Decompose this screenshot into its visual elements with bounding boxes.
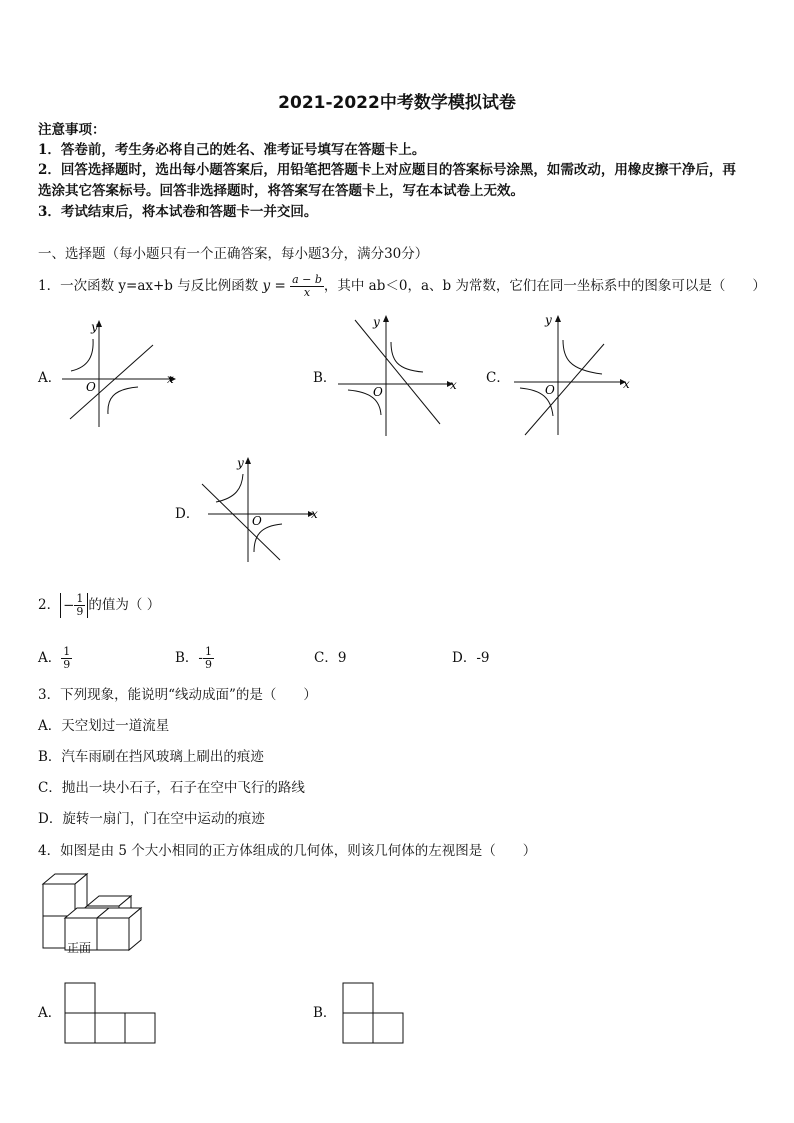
q1-option-c: C．: [486, 370, 510, 386]
notice-line-4: 3．考试结束后，将本试卷和答题卡一并交回。: [38, 204, 318, 220]
q2-option-c: C．9: [314, 650, 347, 666]
q1-option-d: D．: [175, 506, 200, 522]
y-label: y: [237, 456, 244, 470]
q2-option-a-den: 9: [63, 658, 71, 671]
view-square: [95, 1013, 125, 1043]
view-square: [343, 1013, 373, 1043]
view-square: [125, 1013, 155, 1043]
q2-prefix: 2．: [38, 597, 61, 613]
q3-option-b: B．汽车雨刷在挡风玻璃上刷出的痕迹: [38, 749, 264, 765]
q4-option-a: A．: [38, 1005, 62, 1021]
q4-option-b: B．: [313, 1005, 337, 1021]
question-2-stem: [38, 593, 160, 618]
notice-heading: 注意事项：: [38, 122, 106, 138]
q3-option-c: C．抛出一块小石子，石子在空中飞行的路线: [38, 780, 305, 796]
linear-line: [355, 320, 440, 424]
y-axis-arrow: [555, 315, 561, 322]
hyperbola-branch: [108, 387, 138, 414]
q2-suffix: 的值为（ ）: [88, 597, 161, 613]
front-label: 正面: [67, 941, 92, 955]
q3-option-d: D．旋转一扇门，门在空中运动的痕迹: [38, 811, 265, 827]
y-label: y: [545, 313, 552, 327]
q4-option-b-view: [342, 982, 406, 1046]
notice-line-2: 2．回答选择题时，选出每小题答案后，用铅笔把答题卡上对应题目的答案标号涂黑，如需改动，用橡皮擦干净后，再: [38, 162, 736, 178]
q3-option-a: A．天空划过一道流星: [38, 718, 170, 734]
linear-line: [70, 345, 153, 419]
x-label: x: [311, 507, 318, 521]
q1-option-a: A．: [38, 370, 62, 386]
view-square: [373, 1013, 403, 1043]
q2-option-b: [175, 646, 214, 671]
q2-option-a-fraction: [61, 646, 72, 671]
y-label: y: [373, 315, 380, 329]
q2-fraction: [74, 593, 85, 618]
q1-func-y: y =: [262, 278, 286, 294]
view-square: [65, 983, 95, 1013]
q4-option-a-view: [64, 982, 158, 1046]
origin-label: O: [373, 385, 383, 399]
q2-option-d: D．-9: [452, 650, 490, 666]
linear-line: [525, 344, 604, 435]
q2-option-b-fraction: [203, 646, 214, 671]
q2-option-a-label: A．: [38, 650, 62, 666]
hyperbola-branch: [71, 339, 93, 371]
q2-absolute-value: [60, 593, 88, 618]
q2-option-b-label: B．-: [175, 650, 203, 666]
y-axis-arrow: [245, 457, 251, 464]
q1-graph-a: [58, 315, 183, 430]
cube-face: [97, 918, 129, 950]
q1-graph-b: [333, 310, 463, 438]
x-label: x: [450, 378, 457, 392]
q1-suffix: ，其中 ab＜0，a、b 为常数，它们在同一坐标系中的图象可以是（ ）: [323, 278, 766, 294]
hyperbola-branch: [391, 342, 423, 372]
q2-option-a: [38, 646, 72, 671]
q1-frac-num: a − b: [292, 273, 322, 286]
q2-sign: −: [63, 597, 75, 614]
q1-prefix: 1．一次函数 y=ax+b 与反比例函数: [38, 278, 263, 294]
q2-option-a-num: 1: [63, 645, 71, 658]
section-heading: 一、选择题（每小题只有一个正确答案，每小题3分，满分30分）: [38, 246, 429, 262]
linear-line: [202, 484, 280, 560]
q1-frac-den: x: [303, 286, 311, 299]
page-title: 2021-2022中考数学模拟试卷: [278, 93, 516, 113]
view-square: [343, 983, 373, 1013]
y-label: y: [91, 320, 98, 334]
y-axis-arrow: [383, 315, 389, 322]
notice-line-1: 1．答卷前，考生务必将自己的姓名、准考证号填写在答题卡上。: [38, 142, 426, 158]
q1-fraction: [290, 274, 324, 299]
q2-frac-den: 9: [76, 605, 84, 618]
q1-graph-d: [198, 452, 326, 564]
origin-label: O: [252, 514, 262, 528]
hyperbola-branch: [216, 474, 243, 502]
q4-solid-figure: [38, 868, 158, 968]
x-label: x: [167, 372, 174, 386]
q1-graph-c: [512, 308, 637, 438]
q2-option-b-den: 9: [204, 658, 212, 671]
view-square: [65, 1013, 95, 1043]
x-label: x: [623, 377, 630, 391]
question-4-stem: 4．如图是由 5 个大小相同的正方体组成的几何体，则该几何体的左视图是（ ）: [38, 843, 537, 859]
q1-option-b: B．: [313, 370, 337, 386]
question-1-stem: [38, 274, 766, 299]
cube-face: [43, 884, 75, 916]
notice-line-3: 选涂其它答案标号。回答非选择题时，将答案写在答题卡上，写在本试卷上无效。: [38, 183, 524, 199]
origin-label: O: [545, 383, 555, 397]
q2-frac-num: 1: [76, 592, 84, 605]
question-3-stem: 3．下列现象，能说明“线动成面”的是（ ）: [38, 687, 317, 703]
q2-option-b-num: 1: [204, 645, 212, 658]
origin-label: O: [86, 380, 96, 394]
